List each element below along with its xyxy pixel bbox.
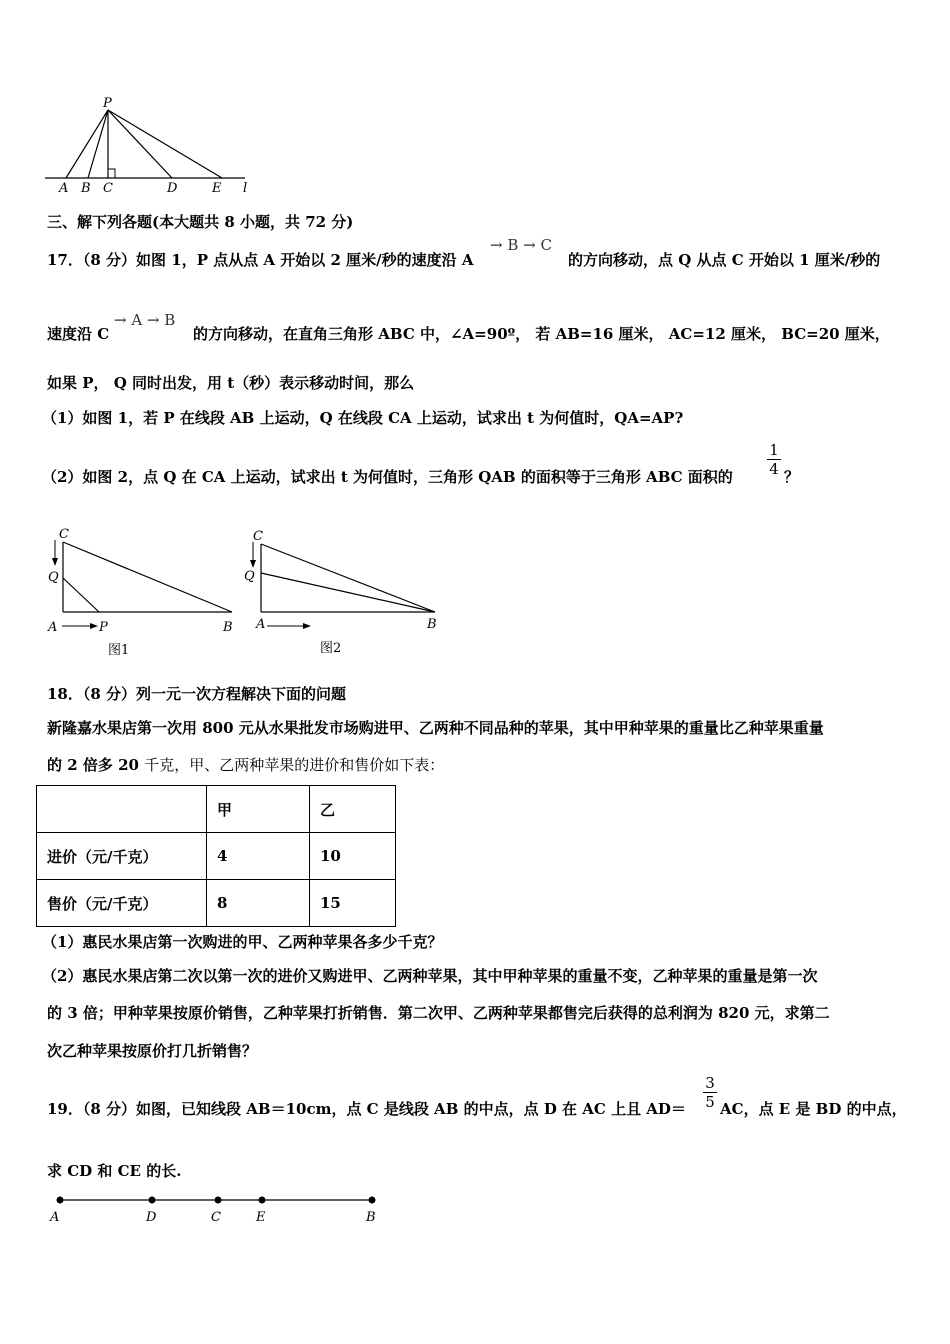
q18-line2 xyxy=(47,755,444,775)
segment-CB xyxy=(261,544,435,612)
fraction-numerator: 3 xyxy=(705,1074,715,1092)
label-D: D xyxy=(146,1210,157,1225)
arrowhead-right xyxy=(303,623,311,629)
label-E: E xyxy=(256,1210,266,1225)
label-E: E xyxy=(212,181,222,196)
top-figure xyxy=(40,95,260,200)
q17-figure2 xyxy=(240,522,450,662)
q19-line2: 求 CD 和 CE 的长. xyxy=(47,1162,182,1180)
table-row xyxy=(37,880,396,927)
table-header-jia: 甲 xyxy=(207,786,310,833)
label-C: C xyxy=(211,1210,221,1225)
q17-fraction xyxy=(767,441,781,478)
label-Q: Q xyxy=(244,569,255,584)
q18-part2-line3: 次乙种苹果按原价打几折销售？ xyxy=(47,1042,258,1060)
label-P: P xyxy=(99,620,108,635)
label-P: P xyxy=(103,96,112,111)
point-B xyxy=(369,1197,376,1204)
segment-PA xyxy=(66,110,108,178)
label-B: B xyxy=(223,620,233,635)
price-table xyxy=(36,785,396,927)
table-cell: 4 xyxy=(207,833,310,880)
right-angle-mark xyxy=(108,169,115,178)
segment-QP xyxy=(63,578,99,612)
label-C: C xyxy=(59,527,69,542)
label-Q: Q xyxy=(48,570,59,585)
point-E xyxy=(259,1197,266,1204)
q17-line2-a: 速度沿 C xyxy=(47,325,110,343)
label-A: A xyxy=(48,620,58,635)
q17-line3: 如果 P， Q 同时出发，用 t（秒）表示移动时间，那么 xyxy=(47,374,415,392)
segment-PD xyxy=(108,110,172,178)
q18-part1: （1）惠民水果店第一次购进的甲、乙两种苹果各多少千克？ xyxy=(42,933,443,951)
segment-PE xyxy=(108,110,222,178)
q19-line1-a: 19．（8 分）如图，已知线段 AB＝10cm，点 C 是线段 AB 的中点，点 D 在 AC 上且 AD＝ xyxy=(47,1100,686,1118)
table-cell: 8 xyxy=(207,880,310,927)
caption-fig2: 图2 xyxy=(320,641,342,656)
q17-line2-arrow: → A → B xyxy=(114,311,176,329)
arrowhead-down xyxy=(250,560,256,568)
label-A: A xyxy=(256,617,266,632)
q17-part2-b: ？ xyxy=(784,468,800,486)
q19-line1-b: AC，点 E 是 BD 的中点， xyxy=(720,1100,907,1118)
q17-line1-b: 的方向移动，点 Q 从点 C 开始以 1 厘米/秒的 xyxy=(568,251,881,269)
fraction-denominator: 4 xyxy=(769,460,779,478)
fraction-numerator: 1 xyxy=(769,441,779,459)
table-header-yi: 乙 xyxy=(310,786,396,833)
q17-line2-b: 的方向移动，在直角三角形 ABC 中，∠A=90º， 若 AB=16 厘米， AC=12 厘米， BC=20 厘米， xyxy=(193,325,890,343)
q18-line2-bold: 的 2 倍多 20 xyxy=(47,756,145,774)
label-A: A xyxy=(50,1210,60,1225)
q17-figure1 xyxy=(42,522,242,662)
q18-line1: 新隆嘉水果店第一次用 800 元从水果批发市场购进甲、乙两种不同品种的苹果，其中甲种苹果的重量比乙种苹果重量 xyxy=(47,719,824,737)
q17-part1: （1）如图 1，若 P 在线段 AB 上运动，Q 在线段 CA 上运动，试求出 t 为何值时，QA=AP? xyxy=(42,409,684,427)
label-B: B xyxy=(427,617,437,632)
label-l: l xyxy=(243,181,248,196)
table-cell: 15 xyxy=(310,880,396,927)
table-cell: 进价（元/千克） xyxy=(37,833,207,880)
table-cell xyxy=(37,786,207,833)
label-C: C xyxy=(253,529,263,544)
q18-part2-line1: （2）惠民水果店第二次以第一次的进价又购进甲、乙两种苹果，其中甲种苹果的重量不变，乙种苹果的重量是第一次 xyxy=(42,967,818,985)
arrowhead-down xyxy=(52,558,58,566)
label-B: B xyxy=(81,181,91,196)
table-cell: 10 xyxy=(310,833,396,880)
label-D: D xyxy=(167,181,178,196)
segment-QB xyxy=(261,573,435,612)
point-A xyxy=(57,1197,64,1204)
q18-title: 18．（8 分）列一元一次方程解决下面的问题 xyxy=(47,685,347,703)
label-A: A xyxy=(59,181,69,196)
label-B: B xyxy=(366,1210,376,1225)
table-header-row xyxy=(37,786,396,833)
caption-fig1: 图1 xyxy=(108,643,130,658)
label-C: C xyxy=(103,181,113,196)
q18-line2-normal: 千克，甲、乙两种苹果的进价和售价如下表： xyxy=(144,756,445,774)
table-row xyxy=(37,833,396,880)
q17-part2-a: （2）如图 2，点 Q 在 CA 上运动，试求出 t 为何值时，三角形 QAB 的面积等于三角形 ABC 面积的 xyxy=(42,468,733,486)
section3-title: 三、解下列各题(本大题共 8 小题，共 72 分) xyxy=(47,213,354,231)
point-C xyxy=(215,1197,222,1204)
fraction-denominator: 5 xyxy=(705,1093,715,1111)
arrowhead-right xyxy=(90,623,98,629)
q19-segment-figure xyxy=(40,1188,390,1228)
q18-part2-line2: 的 3 倍；甲种苹果按原价销售，乙种苹果打折销售．第二次甲、乙两种苹果都售完后获得的总利润为 820 元，求第二 xyxy=(47,1004,830,1022)
segment-PB xyxy=(88,110,108,178)
q19-fraction xyxy=(703,1074,717,1111)
table-cell: 售价（元/千克） xyxy=(37,880,207,927)
q17-line1-arrow: → B → C xyxy=(490,236,552,254)
q17-line1-a: 17．（8 分）如图 1，P 点从点 A 开始以 2 厘米/秒的速度沿 A xyxy=(47,251,474,269)
point-D xyxy=(149,1197,156,1204)
